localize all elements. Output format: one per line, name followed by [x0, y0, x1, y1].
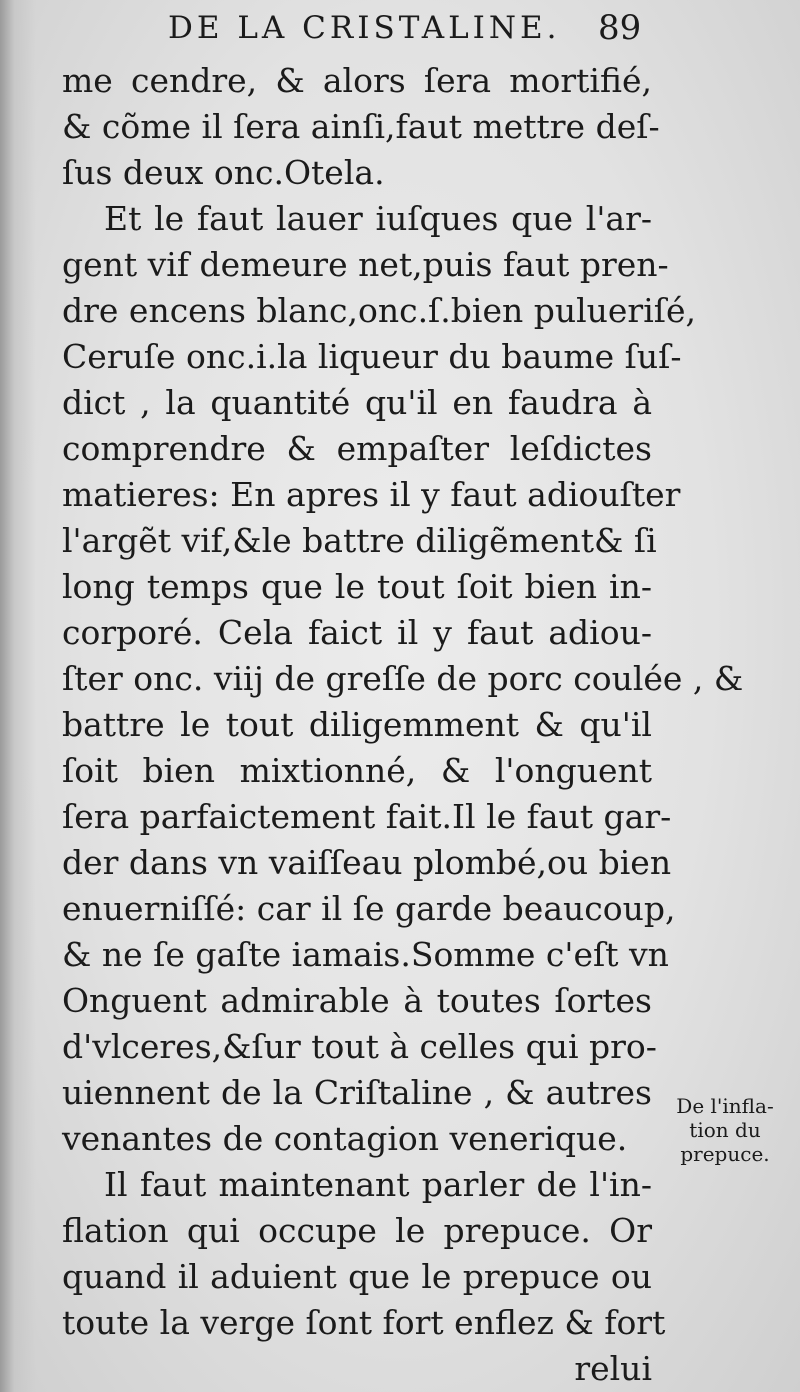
text-line: & cõme il ſera ainſi,faut mettre deſ- — [62, 107, 660, 146]
text-line: dict , la quantité qu'il en faudra à — [62, 383, 652, 422]
marginal-note — [660, 1094, 790, 1166]
text-line: comprendre & empaſter leſdictes — [62, 429, 652, 468]
marginal-note-line: tion du — [689, 1118, 761, 1142]
text-line: ſter onc. viij de greſſe de porc coulée , & — [62, 659, 744, 698]
running-title: DE LA CRISTALINE. — [168, 10, 561, 46]
page-number: 89 — [598, 8, 642, 48]
text-line: matieres: En apres il y faut adiouſter — [62, 475, 681, 514]
text-line: long temps que le tout ſoit bien in- — [62, 567, 652, 606]
text-line: d'vlceres,&ſur tout à celles qui pro- — [62, 1027, 657, 1066]
text-line: ſera parfaictement fait.Il le faut gar- — [62, 797, 672, 836]
text-line: corporé. Cela faict il y faut adiou- — [62, 613, 652, 652]
text-line: Il faut maintenant parler de l'in- — [104, 1165, 652, 1204]
text-line: Et le faut lauer iuſques que l'ar- — [104, 199, 652, 238]
marginal-note-line: De l'infla- — [676, 1094, 774, 1118]
text-line: quand il aduient que le prepuce ou — [62, 1257, 652, 1296]
marginal-note-line: prepuce. — [680, 1142, 770, 1166]
text-line: der dans vn vaiſſeau plombé,ou bien — [62, 843, 672, 882]
text-line: & ne ſe gaſte iamais.Somme c'eſt vn — [62, 935, 669, 974]
text-line: uiennent de la Criſtaline , & autres — [62, 1073, 652, 1112]
catchword: relui — [574, 1349, 652, 1388]
text-line: enuerniſſé: car il ſe garde beaucoup, — [62, 889, 676, 928]
text-line: Ceruſe onc.i.la liqueur du baume ſuſ- — [62, 337, 682, 376]
text-line: gent vif demeure net,puis faut pren- — [62, 245, 669, 284]
text-line: battre le tout diligemment & qu'il — [62, 705, 652, 744]
text-line: ſus deux onc.Otela. — [62, 153, 385, 192]
text-line: l'argẽt vif,&le battre diligẽment& ſi — [62, 521, 657, 560]
text-line: Onguent admirable à toutes ſortes — [62, 981, 652, 1020]
text-line: dre encens blanc,onc.ſ.bien pulueriſé, — [62, 291, 696, 330]
text-line: ſoit bien mixtionné, & l'onguent — [62, 751, 652, 790]
text-line: me cendre, & alors ſera mortifié, — [62, 61, 652, 100]
text-line: venantes de contagion venerique. — [62, 1119, 628, 1158]
text-line: toute la verge ſont fort enflez & fort — [62, 1303, 666, 1342]
page-gutter-shadow — [0, 0, 36, 1392]
text-line: flation qui occupe le prepuce. Or — [62, 1211, 652, 1250]
